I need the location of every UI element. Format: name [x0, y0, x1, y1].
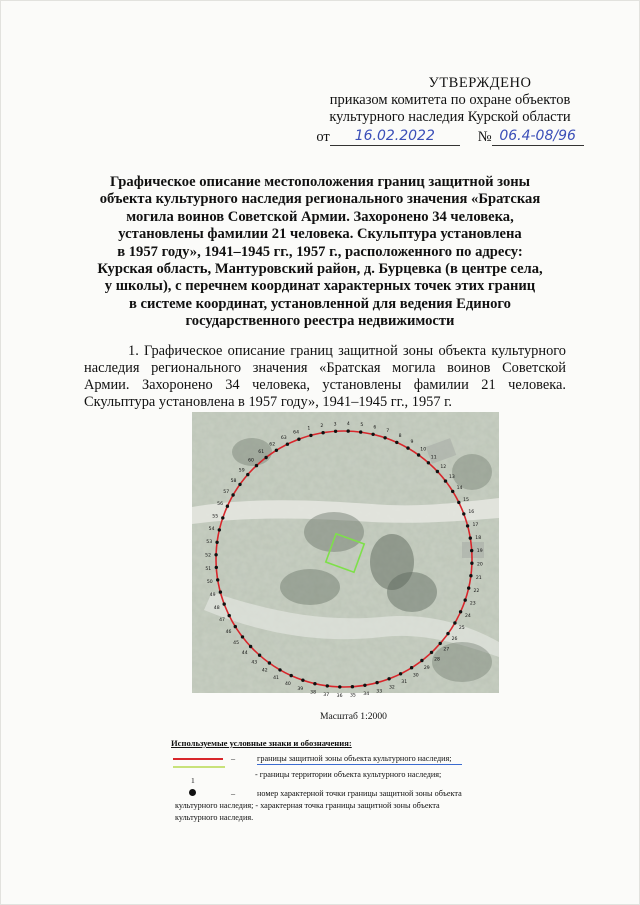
- boundary-point-label: 42: [261, 668, 268, 674]
- boundary-point-dot: [427, 461, 430, 464]
- boundary-point-dot: [321, 431, 324, 434]
- boundary-point-dot: [223, 602, 226, 605]
- boundary-point-label: 40: [284, 681, 291, 687]
- boundary-point-label: 46: [225, 629, 232, 635]
- boundary-point-label: 18: [475, 535, 482, 541]
- boundary-point-label: 17: [472, 522, 479, 528]
- boundary-point-dot: [470, 562, 473, 565]
- section-paragraph: [84, 343, 566, 411]
- boundary-point-label: 6: [373, 425, 377, 431]
- boundary-point-dot: [301, 679, 304, 682]
- boundary-point-label: 26: [451, 637, 458, 643]
- boundary-point-dot: [371, 433, 374, 436]
- boundary-point-dot: [278, 668, 281, 671]
- boundary-point-dot: [216, 578, 219, 581]
- boundary-point-dot: [347, 429, 350, 432]
- from-label: от: [316, 129, 330, 145]
- boundary-point-label: 5: [360, 423, 364, 429]
- boundary-point-label: 36: [336, 693, 343, 699]
- boundary-point-dot: [334, 430, 337, 433]
- tree-cluster: [280, 569, 340, 605]
- boundary-point-label: 22: [473, 588, 480, 594]
- title-line: могила воинов Советской Армии. Захоронено 34 человека,: [126, 208, 514, 225]
- boundary-point-label: 4: [346, 422, 350, 428]
- boundary-point-dot: [406, 446, 409, 449]
- boundary-point-label: 49: [209, 593, 216, 599]
- handwritten-number: 06.4-08/96: [492, 128, 584, 146]
- boundary-point-label: 23: [469, 601, 476, 607]
- boundary-point-dot: [264, 456, 267, 459]
- boundary-point-label: 28: [434, 657, 440, 663]
- boundary-point-label: 41: [273, 675, 279, 681]
- boundary-point-label: 9: [410, 440, 414, 446]
- approval-date-row: [300, 128, 600, 146]
- tree-cluster: [387, 572, 437, 612]
- boundary-point-dot: [228, 614, 231, 617]
- approval-line-2: культурного наследия Курской области: [329, 109, 571, 125]
- aerial-map: [192, 412, 499, 699]
- boundary-point-dot: [469, 574, 472, 577]
- red-line-symbol: [173, 758, 223, 760]
- boundary-point-dot: [231, 493, 234, 496]
- legend-item-1: границы защитной зоны объекта культурного наследия;: [257, 754, 462, 765]
- boundary-point-dot: [238, 483, 241, 486]
- boundary-point-dot: [457, 501, 460, 504]
- boundary-point-label: 56: [217, 501, 224, 507]
- boundary-point-label: 24: [464, 614, 471, 620]
- legend: [171, 738, 511, 822]
- legend-item-2: - границы территории объекта культурного наследия;: [255, 770, 442, 779]
- boundary-point-dot: [464, 598, 467, 601]
- boundary-point-label: 58: [230, 478, 237, 484]
- boundary-point-dot: [246, 473, 249, 476]
- boundary-point-label: 64: [293, 430, 300, 436]
- boundary-point-dot: [420, 659, 423, 662]
- title-line: Курская область, Мантуровский район, д. Бурцевка (в центре села,: [97, 261, 543, 278]
- title-line: в системе координат, установленной для ведения Единого: [129, 295, 511, 312]
- boundary-point-dot: [459, 610, 462, 613]
- boundary-point-dot: [219, 590, 222, 593]
- green-line-symbol: [173, 766, 225, 768]
- boundary-point-label: 32: [388, 685, 395, 691]
- boundary-point-dot: [469, 536, 472, 539]
- boundary-point-dot: [258, 654, 261, 657]
- paragraph-text: 1. Графическое описание границ защитной зоны объекта культурного наследия регионального значения «Братская могила воинов Советской Армии. Захоронено 34 человека, установлены фамилии 21 человека. Скульптура установлена в 1957 году», 1941–1945 гг., 1957 г.: [84, 343, 566, 410]
- boundary-point-dot: [439, 642, 442, 645]
- title-line: объекта культурного наследия регионального значения «Братская: [99, 191, 541, 208]
- map-canvas: [192, 412, 499, 699]
- boundary-point-dot: [430, 651, 433, 654]
- tree-cluster: [304, 512, 364, 552]
- boundary-point-dot: [444, 479, 447, 482]
- tree-cluster: [432, 642, 492, 682]
- boundary-point-dot: [215, 541, 218, 544]
- boundary-point-dot: [286, 443, 289, 446]
- legend-item-3c: культурного наследия.: [175, 813, 254, 822]
- boundary-point-label: 60: [248, 458, 254, 464]
- legend-title: Используемые условные знаки и обозначения:: [171, 738, 352, 748]
- boundary-point-dot: [326, 684, 329, 687]
- boundary-point-label: 30: [412, 673, 419, 679]
- boundary-point-label: 25: [458, 626, 465, 631]
- boundary-point-label: 31: [401, 680, 408, 685]
- boundary-point-label: 3: [333, 422, 337, 428]
- boundary-point-dot: [215, 566, 218, 569]
- boundary-point-label: 20: [476, 562, 483, 568]
- boundary-point-label: 7: [386, 429, 390, 435]
- legend-dash: –: [231, 754, 236, 763]
- boundary-point-label: 54: [208, 527, 215, 533]
- boundary-point-dot: [234, 625, 237, 628]
- legend-item-3b: культурного наследия; - характерная точка границы защитной зоны объекта: [175, 801, 440, 810]
- boundary-point-dot: [313, 682, 316, 685]
- boundary-point-dot: [241, 635, 244, 638]
- boundary-point-label: 29: [423, 665, 430, 671]
- boundary-point-dot: [359, 430, 362, 433]
- boundary-point-label: 52: [205, 553, 212, 559]
- boundary-point-dot: [275, 449, 278, 452]
- boundary-point-label: 11: [430, 455, 437, 461]
- boundary-point-label: 34: [363, 692, 370, 698]
- boundary-point-label: 59: [238, 468, 245, 474]
- boundary-point-label: 14: [456, 486, 463, 492]
- boundary-point-dot: [351, 685, 354, 688]
- boundary-point-label: 53: [206, 540, 213, 546]
- map-scale: Масштаб 1:2000: [320, 711, 387, 722]
- boundary-point-label: 48: [213, 605, 220, 611]
- boundary-point-dot: [226, 505, 229, 508]
- legend-item-3a: номер характерной точки границы защитной зоны объекта: [257, 789, 462, 798]
- legend-dash: –: [231, 789, 236, 798]
- title-line: установлены фамилии 21 человека. Скульптура установлена: [118, 226, 522, 243]
- boundary-point-label: 2: [320, 423, 324, 429]
- boundary-point-dot: [446, 632, 449, 635]
- boundary-point-dot: [462, 512, 465, 515]
- boundary-point-dot: [466, 524, 469, 527]
- boundary-point-dot: [363, 684, 366, 687]
- tree-cluster: [452, 454, 492, 490]
- boundary-point-label: 1: [307, 426, 311, 432]
- boundary-point-dot: [268, 661, 271, 664]
- boundary-point-dot: [375, 681, 378, 684]
- boundary-point-label: 47: [219, 618, 225, 624]
- boundary-point-label: 61: [258, 450, 265, 456]
- boundary-point-label: 27: [443, 647, 450, 653]
- boundary-point-label: 12: [440, 465, 447, 470]
- approval-line-1: приказом комитета по охране объектов: [329, 92, 571, 108]
- approved-heading: УТВЕРЖДЕНО: [428, 75, 532, 91]
- boundary-point-label: 55: [212, 514, 219, 520]
- point-dot-icon: [189, 789, 196, 796]
- boundary-point-label: 35: [349, 693, 356, 699]
- document-title: [80, 174, 560, 331]
- title-line: Графическое описание местоположения границ защитной зоны: [109, 174, 531, 190]
- boundary-point-label: 33: [376, 689, 383, 695]
- boundary-point-dot: [290, 674, 293, 677]
- boundary-point-label: 62: [269, 442, 276, 448]
- boundary-point-dot: [387, 677, 390, 680]
- boundary-point-dot: [309, 434, 312, 437]
- approval-stamp: [300, 75, 600, 146]
- boundary-point-label: 44: [241, 651, 248, 656]
- title-line: у школы), с перечнем координат характерных точек этих границ: [104, 278, 536, 295]
- boundary-point-label: 45: [233, 640, 240, 646]
- boundary-point-dot: [214, 553, 217, 556]
- boundary-point-label: 21: [475, 575, 482, 581]
- boundary-point-dot: [221, 516, 224, 519]
- boundary-point-label: 51: [205, 566, 212, 572]
- boundary-point-dot: [249, 645, 252, 648]
- boundary-point-dot: [436, 470, 439, 473]
- title-line: государственного реестра недвижимости: [185, 313, 455, 330]
- boundary-point-label: 13: [448, 475, 455, 481]
- boundary-point-label: 57: [223, 490, 230, 495]
- boundary-point-label: 16: [468, 510, 475, 516]
- boundary-point-label: 10: [420, 447, 427, 453]
- boundary-point-dot: [399, 672, 402, 675]
- boundary-point-label: 39: [297, 686, 304, 692]
- boundary-point-dot: [383, 436, 386, 439]
- boundary-point-label: 15: [463, 497, 469, 503]
- title-line: в 1957 году», 1941–1945 гг., 1957 г., расположенного по адресу:: [117, 243, 523, 260]
- boundary-point-dot: [297, 438, 300, 441]
- boundary-point-dot: [338, 685, 341, 688]
- boundary-point-dot: [395, 441, 398, 444]
- boundary-point-label: 19: [476, 549, 483, 555]
- boundary-point-label: 63: [280, 436, 287, 441]
- boundary-point-label: 8: [398, 434, 402, 440]
- point-number-sample: 1: [191, 776, 195, 785]
- boundary-point-dot: [451, 490, 454, 493]
- boundary-point-label: 37: [323, 692, 330, 698]
- boundary-point-dot: [255, 464, 258, 467]
- boundary-point-label: 43: [251, 660, 258, 666]
- boundary-point-label: 38: [310, 690, 317, 696]
- boundary-point-label: 50: [206, 580, 213, 586]
- boundary-point-dot: [417, 453, 420, 456]
- boundary-point-dot: [470, 549, 473, 552]
- boundary-point-dot: [467, 586, 470, 589]
- boundary-point-dot: [218, 528, 221, 531]
- boundary-point-dot: [410, 666, 413, 669]
- boundary-point-dot: [453, 621, 456, 624]
- handwritten-date: 16.02.2022: [330, 128, 460, 146]
- number-label: №: [477, 129, 492, 145]
